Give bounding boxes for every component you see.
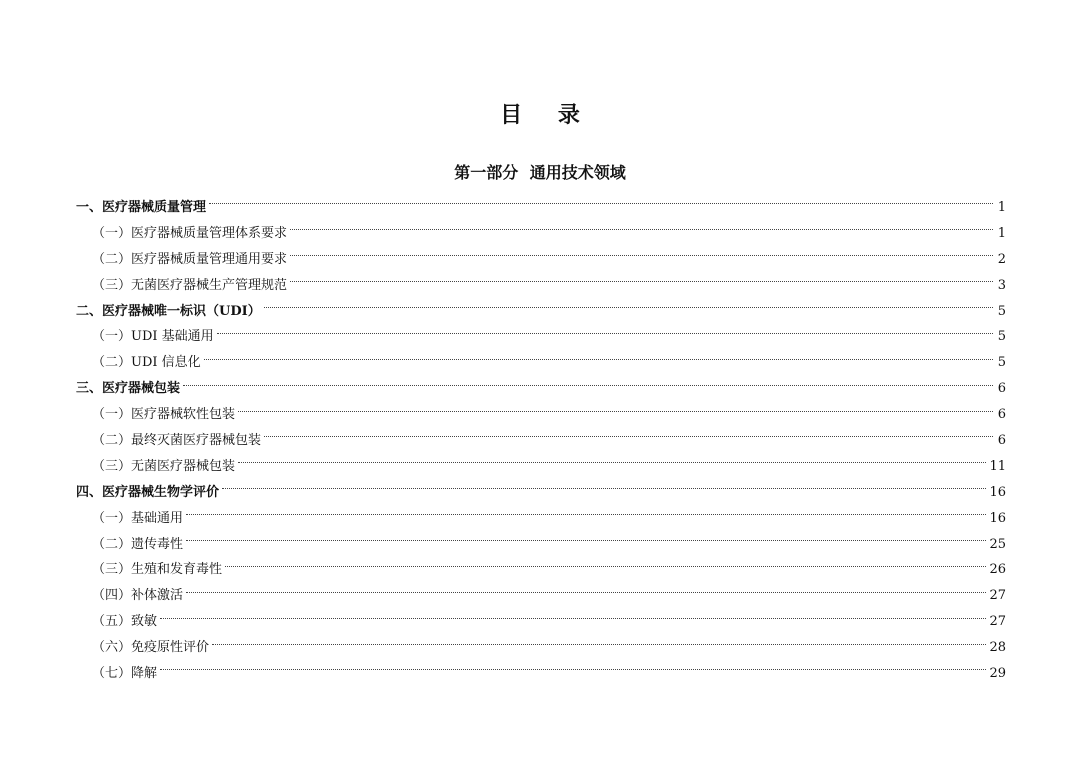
toc-subsection-entry[interactable] — [76, 324, 1006, 350]
toc-subsection-entry[interactable] — [76, 428, 1006, 454]
toc-dot-leader — [222, 488, 986, 489]
toc-page-number: 11 — [989, 458, 1006, 474]
toc-page-number: 29 — [989, 666, 1006, 682]
toc-entry-label: （二）医疗器械质量管理通用要求 — [92, 251, 288, 267]
toc-entry-label: （四）补体激活 — [92, 588, 184, 604]
toc-page-number: 5 — [997, 303, 1006, 319]
toc-section-entry[interactable] — [76, 376, 1006, 402]
toc-page-number: 5 — [997, 329, 1006, 345]
toc-subsection-entry[interactable] — [76, 661, 1006, 687]
toc-dot-leader — [217, 333, 993, 334]
toc-page-number: 16 — [989, 484, 1006, 500]
toc-subsection-entry[interactable] — [76, 454, 1006, 480]
toc-page-number: 27 — [989, 614, 1006, 630]
toc-dot-leader — [186, 514, 986, 515]
toc-dot-leader — [290, 281, 993, 282]
toc-dot-leader — [264, 307, 993, 308]
toc-dot-leader — [225, 566, 986, 567]
toc-subsection-entry[interactable] — [76, 221, 1006, 247]
toc-dot-leader — [212, 644, 986, 645]
toc-dot-leader — [186, 540, 986, 541]
toc-entry-label: （七）降解 — [92, 666, 158, 682]
toc-dot-leader — [204, 359, 993, 360]
toc-entry-label: （五）致敏 — [92, 614, 158, 630]
toc-page-number: 25 — [989, 536, 1006, 552]
toc-page-number: 27 — [989, 588, 1006, 604]
toc-subsection-entry[interactable] — [76, 557, 1006, 583]
toc-dot-leader — [183, 385, 993, 386]
toc-dot-leader — [160, 669, 986, 670]
toc-subsection-entry[interactable] — [76, 532, 1006, 558]
toc-subsection-entry[interactable] — [76, 506, 1006, 532]
toc-entry-label: （二）UDI 信息化 — [92, 355, 201, 371]
toc-entry-label: （三）无菌医疗器械包装 — [92, 458, 236, 474]
toc-section-entry[interactable] — [76, 480, 1006, 506]
toc-entry-label: （二）遗传毒性 — [92, 536, 184, 552]
toc-page-number: 1 — [997, 200, 1006, 215]
toc-subsection-entry[interactable] — [76, 635, 1006, 661]
toc-entry-label: （六）免疫原性评价 — [92, 640, 210, 656]
toc-dot-leader — [186, 592, 986, 593]
toc-dot-leader — [238, 411, 993, 412]
toc-subsection-entry[interactable] — [76, 350, 1006, 376]
toc-entry-label: 一、医疗器械质量管理 — [76, 200, 207, 215]
toc-page-number: 6 — [997, 407, 1006, 423]
toc-dot-leader — [264, 436, 993, 437]
table-of-contents — [76, 195, 1006, 687]
part-title: 第一部分 通用技术领域 — [454, 163, 626, 182]
toc-entry-label: （一）医疗器械质量管理体系要求 — [92, 225, 288, 241]
toc-entry-label: （三）无菌医疗器械生产管理规范 — [92, 277, 288, 293]
toc-entry-label: （二）最终灭菌医疗器械包装 — [92, 433, 262, 449]
toc-entry-label: 四、医疗器械生物学评价 — [76, 484, 220, 500]
toc-page-number: 28 — [989, 640, 1006, 656]
toc-dot-leader — [290, 229, 993, 230]
toc-entry-label: （三）生殖和发育毒性 — [92, 562, 223, 578]
toc-entry-label: 二、医疗器械唯一标识（UDI） — [76, 303, 261, 319]
toc-page-number: 3 — [997, 277, 1006, 293]
toc-page-number: 6 — [997, 381, 1006, 397]
toc-page-number: 1 — [997, 225, 1006, 241]
toc-entry-label: （一）基础通用 — [92, 510, 184, 526]
toc-page-number: 26 — [989, 562, 1006, 578]
toc-page-number: 5 — [997, 355, 1006, 371]
toc-dot-leader — [160, 618, 986, 619]
toc-subsection-entry[interactable] — [76, 247, 1006, 273]
toc-entry-label: （一）UDI 基础通用 — [92, 329, 214, 345]
toc-page-number: 16 — [989, 510, 1006, 526]
toc-subsection-entry[interactable] — [76, 609, 1006, 635]
toc-page-number: 2 — [997, 251, 1006, 267]
toc-section-entry[interactable] — [76, 195, 1006, 221]
toc-page-number: 6 — [997, 433, 1006, 449]
toc-entry-label: （一）医疗器械软性包装 — [92, 407, 236, 423]
toc-subsection-entry[interactable] — [76, 402, 1006, 428]
page-title: 目 录 — [500, 102, 594, 128]
toc-dot-leader — [238, 462, 986, 463]
toc-subsection-entry[interactable] — [76, 583, 1006, 609]
toc-section-entry[interactable] — [76, 299, 1006, 325]
toc-dot-leader — [290, 255, 993, 256]
toc-entry-label: 三、医疗器械包装 — [76, 381, 181, 397]
toc-dot-leader — [209, 203, 993, 204]
toc-subsection-entry[interactable] — [76, 273, 1006, 299]
